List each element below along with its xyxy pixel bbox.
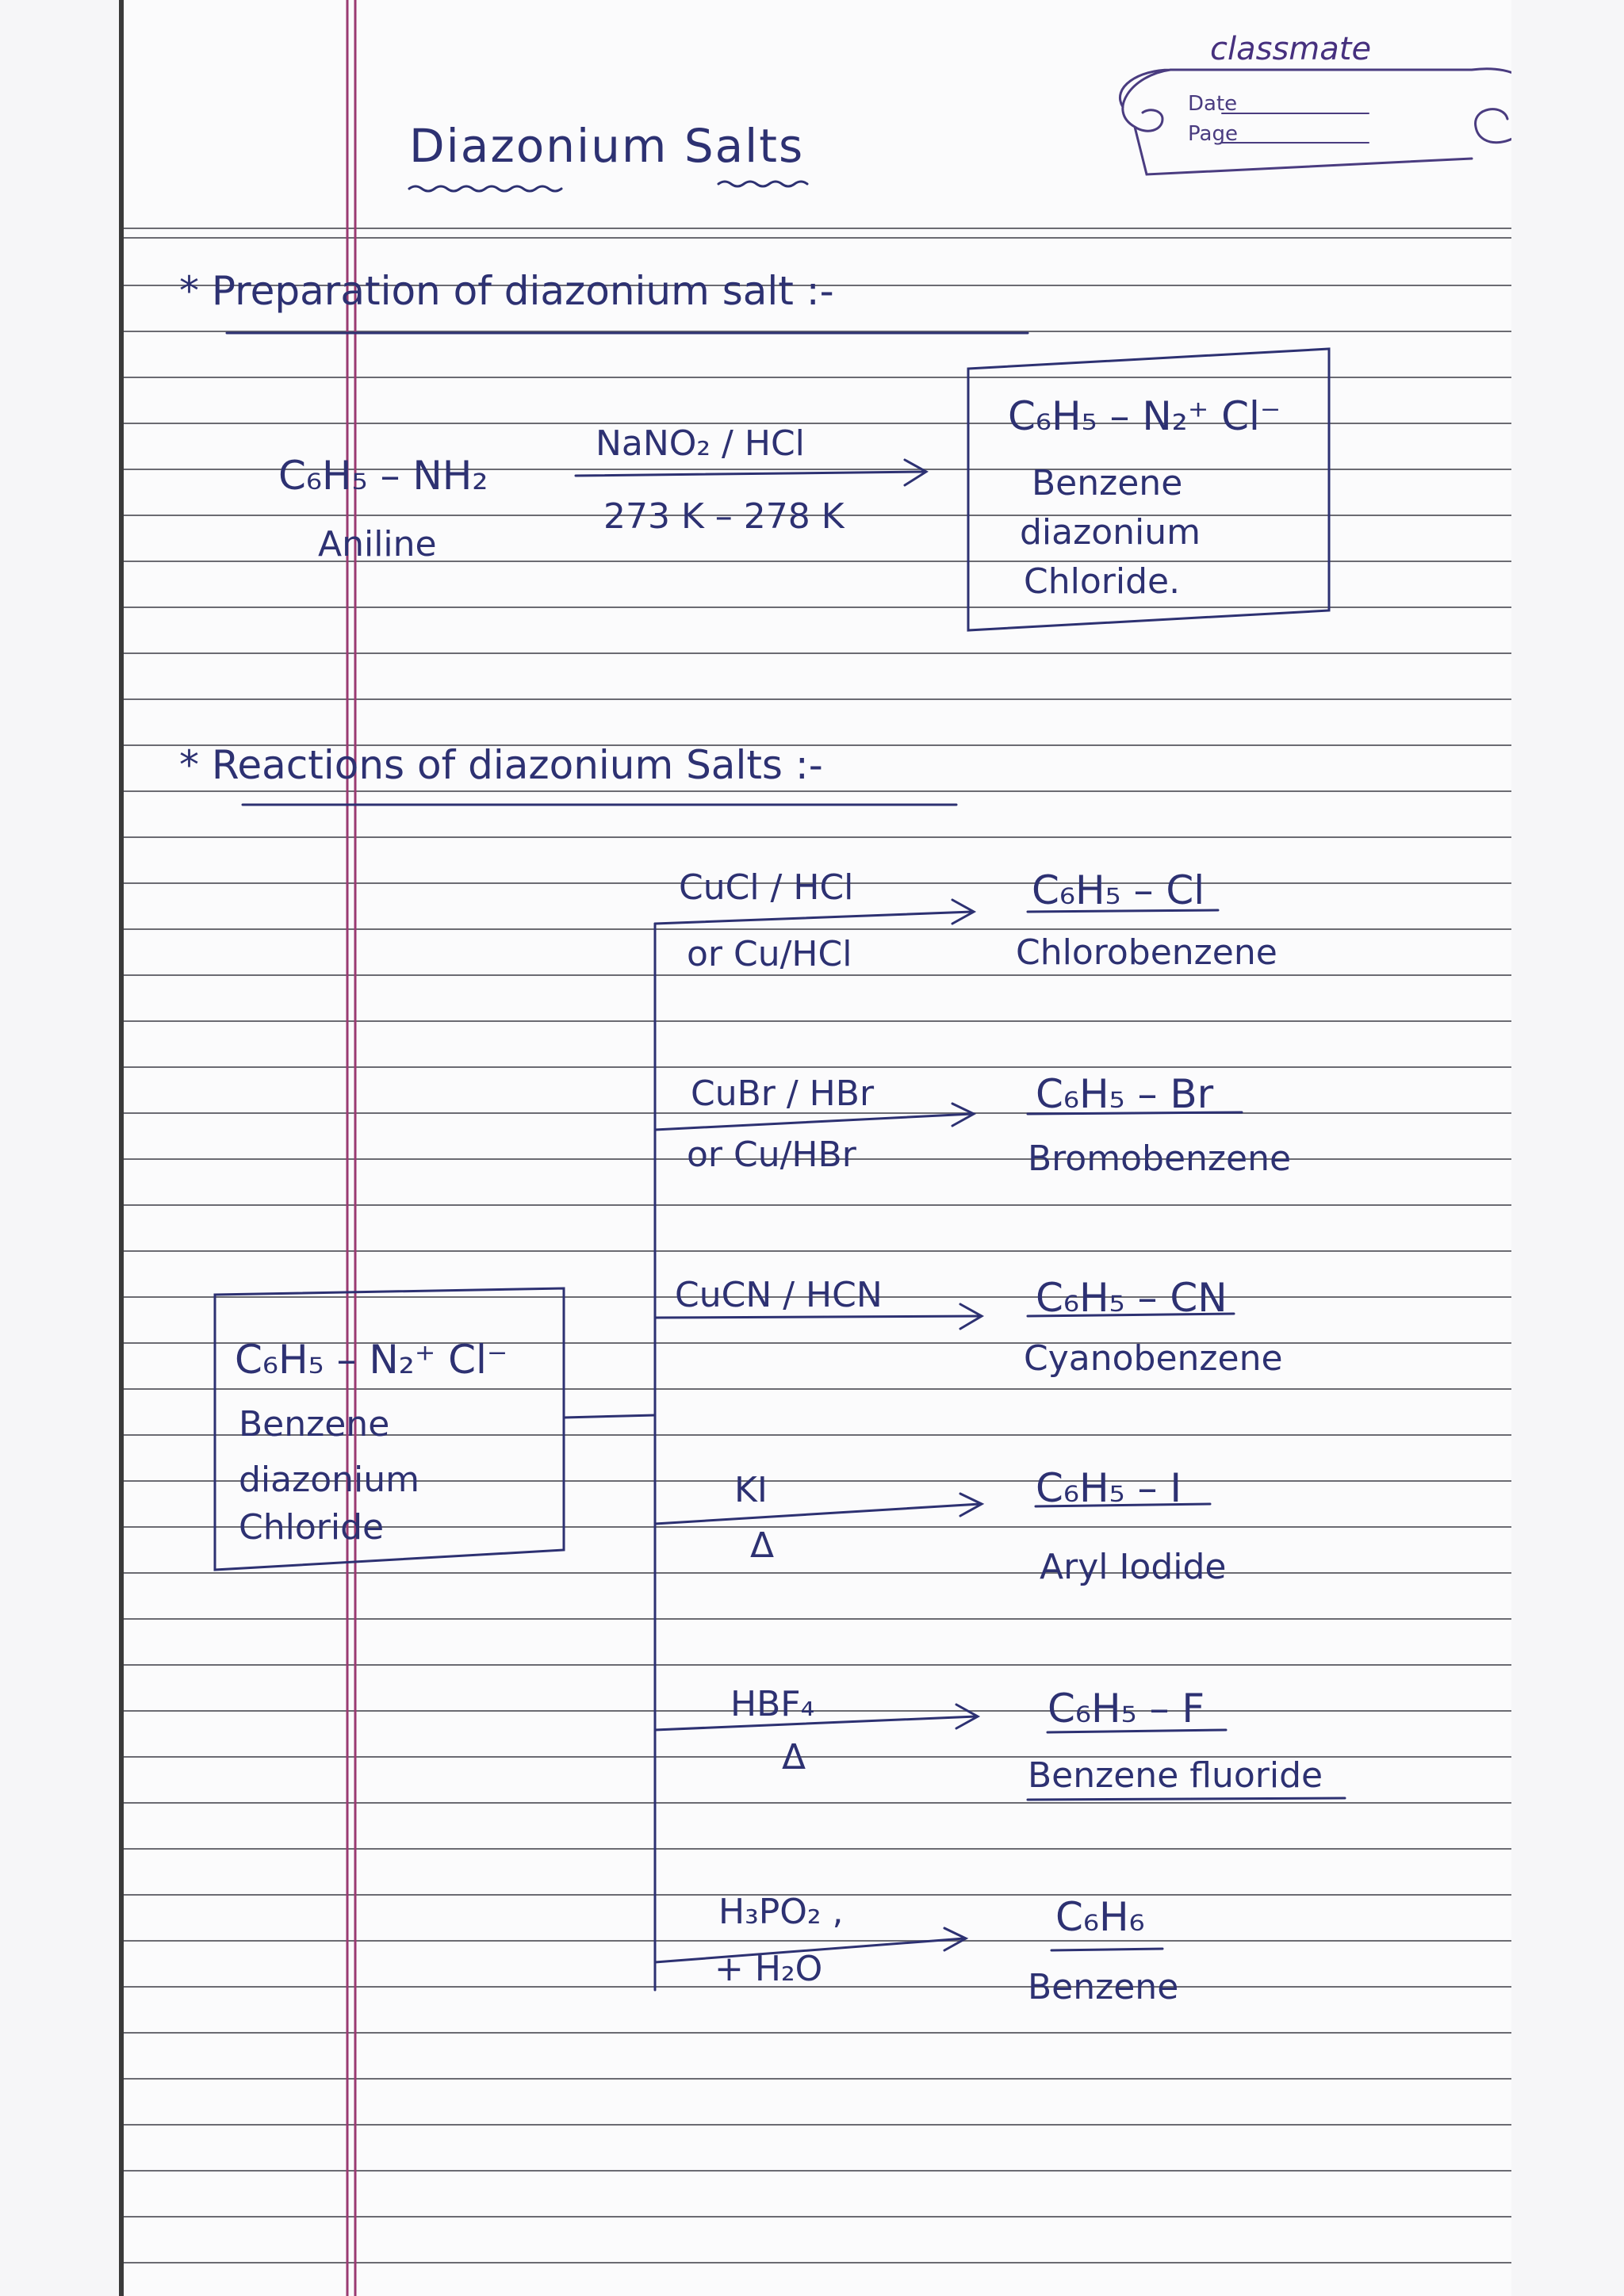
reaction-5-reagent: HBF₄ bbox=[730, 1684, 815, 1724]
prep-condition: 273 K – 278 K bbox=[603, 496, 845, 537]
aniline-label: Aniline bbox=[318, 524, 437, 564]
reaction-5-product-formula: C₆H₅ – F bbox=[1048, 1686, 1205, 1732]
reaction-2-product-name: Bromobenzene bbox=[1028, 1138, 1292, 1179]
aniline-formula: C₆H₅ – NH₂ bbox=[278, 453, 488, 499]
start-name-2: diazonium bbox=[239, 1460, 419, 1500]
reaction-4-reagent: KI bbox=[734, 1470, 768, 1510]
reaction-2-product-formula: C₆H₅ – Br bbox=[1036, 1071, 1214, 1117]
reaction-4-product-formula: C₆H₅ – I bbox=[1036, 1465, 1182, 1511]
reaction-3-product-formula: C₆H₅ – CN bbox=[1036, 1275, 1228, 1321]
date-label: Date bbox=[1188, 92, 1238, 116]
prep-product-formula: C₆H₅ – N₂⁺ Cl⁻ bbox=[1008, 393, 1281, 439]
prep-product-name-1: Benzene bbox=[1032, 463, 1183, 503]
brand-logo-text: classmate bbox=[1210, 31, 1372, 67]
reaction-5-heat: Δ bbox=[782, 1737, 806, 1777]
start-name-3: Chloride bbox=[239, 1507, 385, 1548]
reaction-4-product-name: Aryl Iodide bbox=[1040, 1547, 1227, 1587]
reaction-3-product-name: Cyanobenzene bbox=[1024, 1338, 1283, 1379]
reaction-6-product-name: Benzene bbox=[1028, 1967, 1179, 2007]
reaction-1-reagent-alt: or Cu/HCl bbox=[687, 934, 852, 974]
reaction-2-reagent-alt: or Cu/HBr bbox=[687, 1135, 856, 1175]
start-formula: C₆H₅ – N₂⁺ Cl⁻ bbox=[235, 1337, 508, 1383]
reaction-1-product-name: Chlorobenzene bbox=[1016, 932, 1277, 973]
page-label: Page bbox=[1188, 122, 1238, 146]
reactions-heading: * Reactions of diazonium Salts :- bbox=[179, 742, 823, 788]
reaction-1-reagent: CuCl / HCl bbox=[679, 867, 854, 908]
reaction-6-reagent-alt: + H₂O bbox=[714, 1949, 823, 1989]
prep-reagent: NaNO₂ / HCl bbox=[596, 423, 805, 464]
reaction-6-product-formula: C₆H₆ bbox=[1055, 1894, 1145, 1940]
reaction-2-reagent: CuBr / HBr bbox=[691, 1073, 875, 1114]
start-name-1: Benzene bbox=[239, 1404, 390, 1445]
reaction-1-product-formula: C₆H₅ – Cl bbox=[1032, 867, 1205, 913]
notebook-page bbox=[119, 0, 1511, 2296]
preparation-heading: * Preparation of diazonium salt :- bbox=[179, 268, 834, 314]
reaction-4-heat: Δ bbox=[750, 1525, 775, 1566]
reaction-3-reagent: CuCN / HCN bbox=[675, 1275, 883, 1315]
reaction-6-reagent: H₃PO₂ , bbox=[718, 1892, 844, 1932]
prep-product-name-2: diazonium bbox=[1020, 512, 1201, 553]
page-title: Diazonium Salts bbox=[409, 119, 805, 173]
prep-product-name-3: Chloride. bbox=[1024, 561, 1181, 602]
reaction-5-product-name: Benzene fluoride bbox=[1028, 1755, 1323, 1796]
